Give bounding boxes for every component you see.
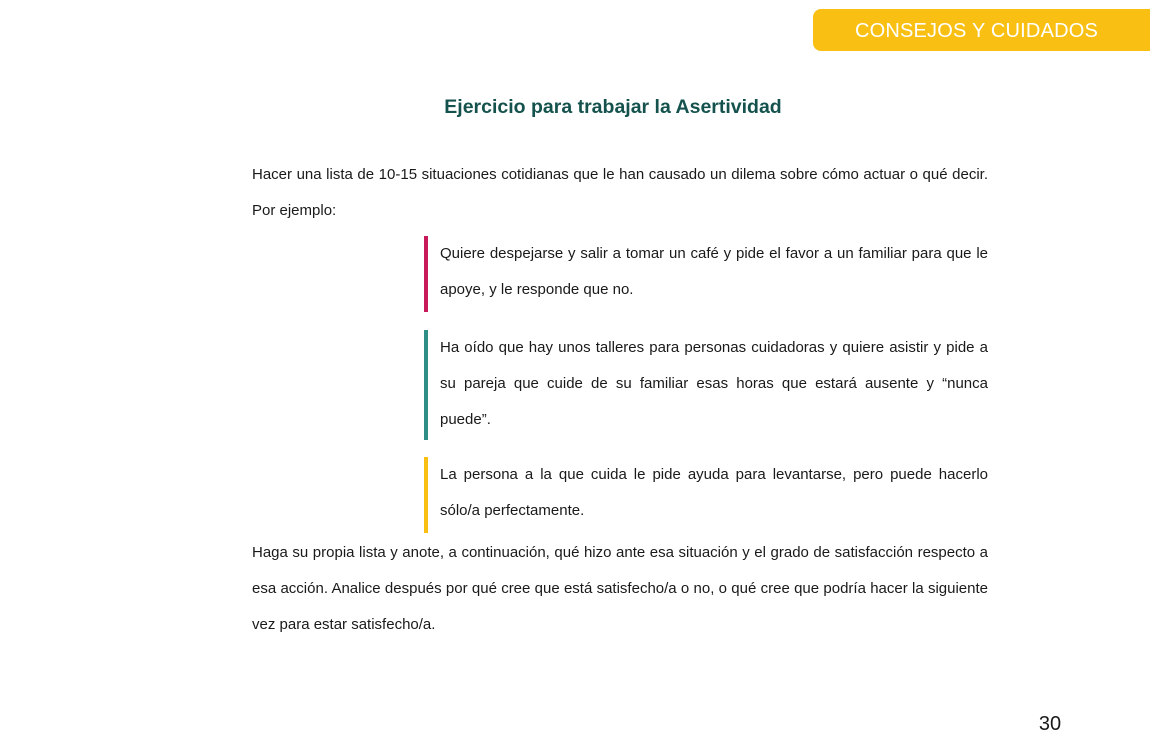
closing-paragraph: Haga su propia lista y anote, a continuación, qué hizo ante esa situación y el grado de satisfacción respecto a esa acción. Analice después por qué cree que está satisfecho/a o no, o qué cree que podría hacer la siguiente vez para estar satisfecho/a.: [252, 544, 988, 633]
section-tab: CONSEJOS Y CUIDADOS: [813, 9, 1150, 51]
example-quote-2: Ha oído que hay unos talleres para personas cuidadoras y quiere asistir y pide a su pareja que cuide de su familiar esas horas que estará ausente y “nunca puede”.: [424, 330, 988, 440]
example-quote-1: Quiere despejarse y salir a tomar un café y pide el favor a un familiar para que le apoye, y le responde que no.: [424, 236, 988, 312]
page-title: Ejercicio para trabajar la Asertividad: [444, 96, 782, 118]
example-quote-3: La persona a la que cuida le pide ayuda para levantarse, pero puede hacerlo sólo/a perfectamente.: [424, 457, 988, 533]
page-number: 30: [1038, 713, 1062, 735]
intro-paragraph: Hacer una lista de 10-15 situaciones cotidianas que le han causado un dilema sobre cómo actuar o qué decir. Por ejemplo:: [252, 166, 988, 219]
